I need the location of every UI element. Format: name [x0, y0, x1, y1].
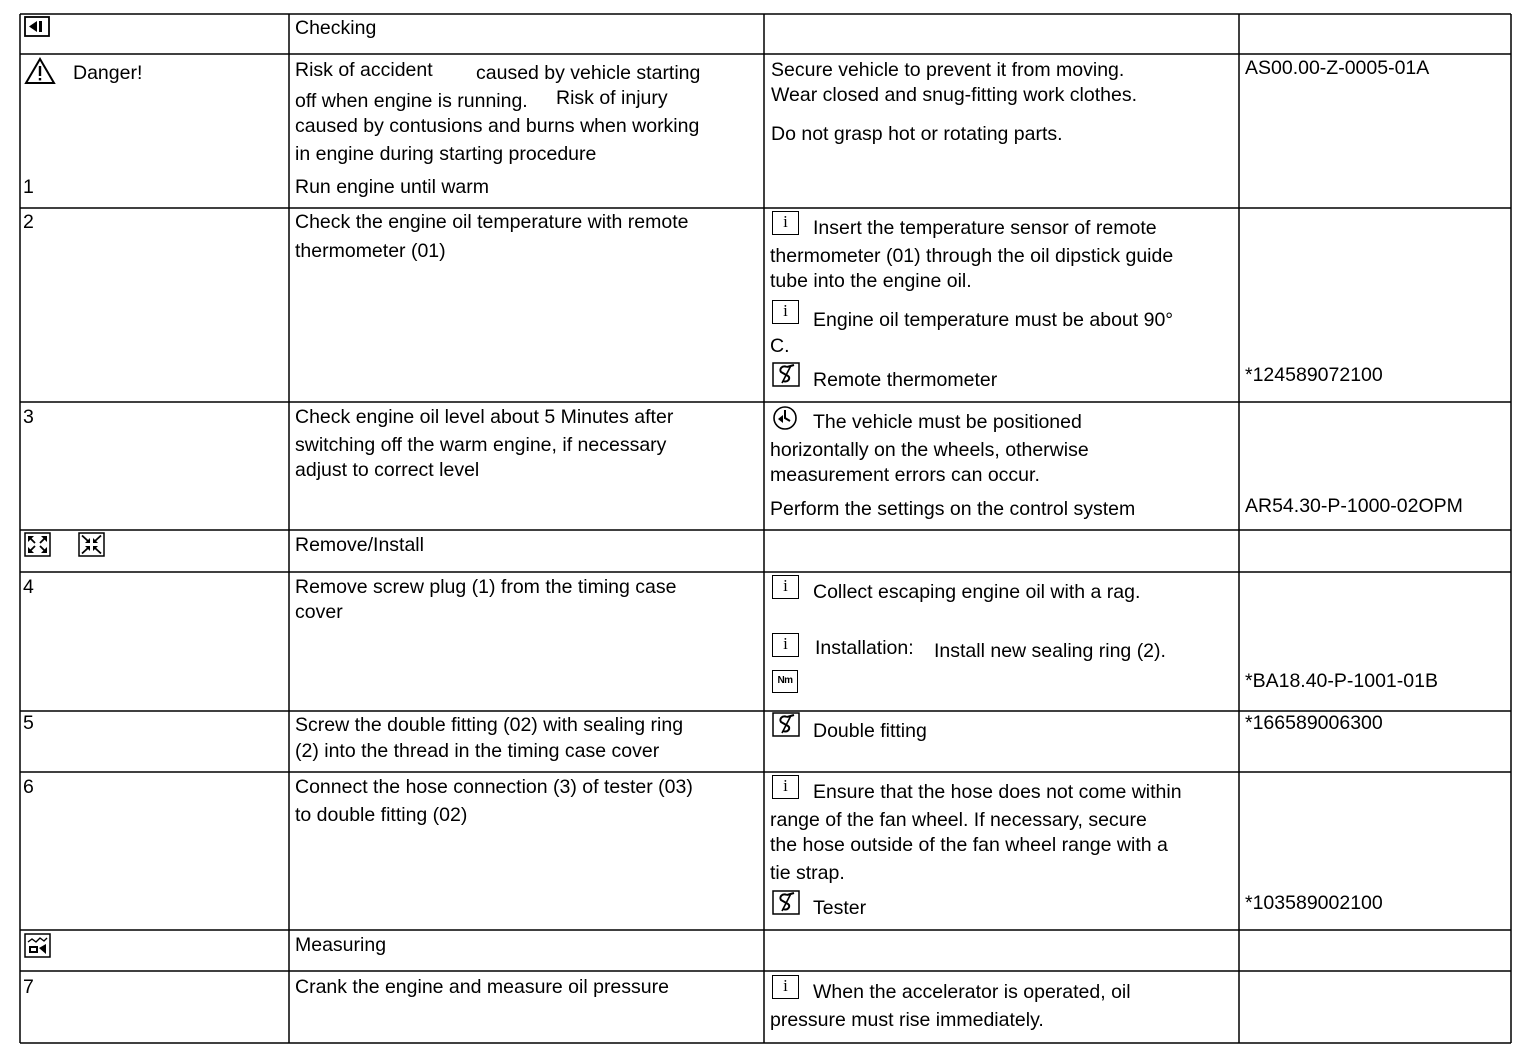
info-icon: i	[772, 300, 799, 324]
note-clock-icon	[772, 405, 798, 431]
info-icon: i	[772, 975, 799, 999]
step-action: thermometer (01)	[295, 240, 446, 262]
step-action: cover	[295, 601, 343, 623]
step-note: Install new sealing ring (2).	[934, 640, 1166, 662]
measuring-icon	[24, 933, 51, 958]
tool-name: Remote thermometer	[813, 369, 998, 391]
special-tool-icon	[772, 890, 800, 915]
step-action: Check the engine oil temperature with remote	[295, 211, 689, 233]
step-action: Crank the engine and measure oil pressure	[295, 976, 669, 998]
info-icon: i	[772, 211, 799, 235]
step-action: Check engine oil level about 5 Minutes after	[295, 406, 674, 428]
info-icon: i	[772, 575, 799, 599]
step-note: the hose outside of the fan wheel range with a	[770, 834, 1168, 856]
step-note: horizontally on the wheels, otherwise	[770, 439, 1089, 461]
torque-nm-icon: Nm	[772, 670, 798, 693]
danger-risk-line: Risk of accident	[295, 59, 433, 81]
step-action: (2) into the thread in the timing case cover	[295, 740, 660, 762]
tool-reference: *124589072100	[1245, 364, 1383, 386]
step-note: Insert the temperature sensor of remote	[813, 217, 1157, 239]
danger-measure: Secure vehicle to prevent it from moving.	[771, 59, 1125, 81]
danger-risk-line: off when engine is running.	[295, 90, 528, 112]
step-number: 1	[23, 176, 34, 198]
step-note: tube into the engine oil.	[770, 270, 972, 292]
step-note: thermometer (01) through the oil dipstick guide	[770, 245, 1174, 267]
danger-measure: Wear closed and snug-fitting work clothes.	[771, 84, 1137, 106]
danger-risk-line: in engine during starting procedure	[295, 143, 597, 165]
tool-name: Double fitting	[813, 720, 927, 742]
step-note: range of the fan wheel. If necessary, secure	[770, 809, 1147, 831]
section-title-checking: Checking	[295, 17, 377, 39]
step-note: Perform the settings on the control system	[770, 498, 1136, 520]
step-action: Run engine until warm	[295, 176, 490, 198]
step-note: pressure must rise immediately.	[770, 1009, 1044, 1031]
section-title-measuring: Measuring	[295, 934, 387, 956]
step-reference: AR54.30-P-1000-02OPM	[1245, 495, 1463, 517]
install-icon	[78, 532, 105, 557]
step-action: Screw the double fitting (02) with sealing ring	[295, 714, 684, 736]
step-number: 2	[23, 211, 34, 233]
remove-icon	[24, 532, 51, 557]
step-note: When the accelerator is operated, oil	[813, 981, 1131, 1003]
danger-risk-line: caused by contusions and burns when working	[295, 115, 700, 137]
checking-icon	[24, 16, 50, 38]
tool-name: Tester	[813, 897, 867, 919]
step-note: Ensure that the hose does not come within	[813, 781, 1182, 803]
step-reference: *BA18.40-P-1001-01B	[1245, 670, 1438, 692]
step-number: 7	[23, 976, 34, 998]
step-action: to double fitting (02)	[295, 804, 468, 826]
danger-label: Danger!	[73, 62, 143, 84]
step-note: Collect escaping engine oil with a rag.	[813, 581, 1141, 603]
installation-label: Installation:	[815, 637, 914, 659]
step-action: Remove screw plug (1) from the timing case	[295, 576, 677, 598]
step-number: 3	[23, 406, 34, 428]
step-note: Engine oil temperature must be about 90°	[813, 309, 1174, 331]
step-number: 5	[23, 712, 34, 734]
tool-reference: *166589006300	[1245, 712, 1383, 734]
danger-risk-line: caused by vehicle starting	[476, 62, 701, 84]
danger-measure: Do not grasp hot or rotating parts.	[771, 123, 1063, 145]
warning-triangle-icon	[24, 57, 56, 85]
tool-reference: *103589002100	[1245, 892, 1383, 914]
step-note: The vehicle must be positioned	[813, 411, 1082, 433]
step-note: C.	[770, 335, 790, 357]
special-tool-icon	[772, 362, 800, 387]
danger-reference: AS00.00-Z-0005-01A	[1245, 57, 1430, 79]
section-title-remove-install: Remove/Install	[295, 534, 424, 556]
step-note: tie strap.	[770, 862, 845, 884]
step-action: Connect the hose connection (3) of tester (03)	[295, 776, 693, 798]
info-icon: i	[772, 775, 799, 799]
step-action: adjust to correct level	[295, 459, 480, 481]
danger-risk-line: Risk of injury	[556, 87, 668, 109]
step-action: switching off the warm engine, if necessary	[295, 434, 667, 456]
step-note: measurement errors can occur.	[770, 464, 1040, 486]
info-icon: i	[772, 633, 799, 657]
special-tool-icon	[772, 712, 800, 737]
step-number: 4	[23, 576, 34, 598]
step-number: 6	[23, 776, 34, 798]
